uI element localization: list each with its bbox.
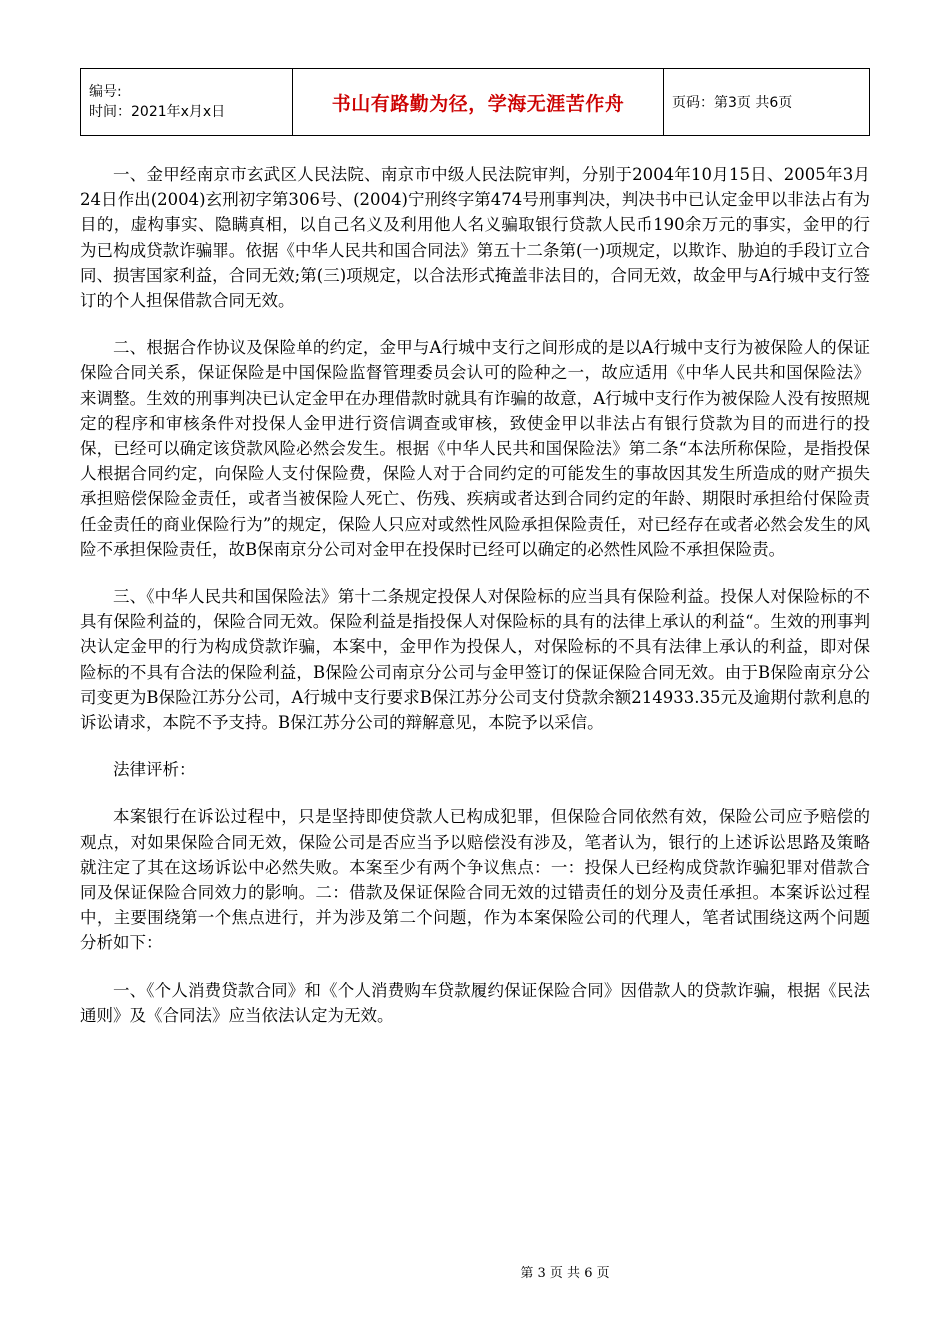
page-footer: 第 3 页 共 6 页 xyxy=(520,1266,610,1281)
paragraph-6: 一、《个人消费贷款合同》和《个人消费购车贷款履约保证保险合同》因借款人的贷款诈骗，根据《民法通则》及《合同法》应当依法认定为无效。 xyxy=(80,980,870,1025)
header-meta-cell xyxy=(81,69,293,136)
paragraph-1: 一、金甲经南京市玄武区人民法院、南京市中级人民法院审判，分别于2004年10月15日、2005年3月24日作出(2004)玄刑初字第306号、(2004)宁刑终字第474号刑事判决，判决书中已认定金甲以非法占有为目的，虚构事实、隐瞒真相，以自己名义及利用他人名义骗取银行贷款人民币190余万元的事实，金甲的行为已构成贷款诈骗罪。依据《中华人民共和国合同法》第五十二条第(一)项规定，以欺诈、胁迫的手段订立合同、损害国家利益，合同无效;第(三)项规定，以合法形式掩盖非法目的，合同无效，故金甲与A行城中支行签订的个人担保借款合同无效。 xyxy=(80,165,870,311)
header-row xyxy=(81,69,870,136)
paragraph-3: 三、《中华人民共和国保险法》第十二条规定投保人对保险标的应当具有保险利益。投保人对保险标的不具有保险利益的，保险合同无效。保险利益是指投保人对保险标的具有的法律上承认的利益“。生效的刑事判决认定金甲的行为构成贷款诈骗，本案中，金甲作为投保人，对保险标的不具有法律上承认的利益，即对保险标的不具有合法的保险利益，B保险公司南京分公司与金甲签订的保证保险合同无效。由于B保险南京分公司变更为B保险江苏分公司，A行城中支行要求B保江苏分公司支付贷款余额214933.35元及逾期付款利息的诉讼请求，本院不予支持。B保江苏分公司的辩解意见，本院予以采信。 xyxy=(80,587,870,733)
header-motto: 书山有路勤为径，学海无涯苦作舟 xyxy=(293,69,664,136)
section-heading-legal-analysis: 法律评析： xyxy=(113,760,196,780)
header-page-number: 页码：第3页 共6页 xyxy=(664,69,870,136)
header-table xyxy=(80,68,870,136)
paragraph-2: 二、根据合作协议及保险单的约定，金甲与A行城中支行之间形成的是以A行城中支行为被保险人的保证保险合同关系，保证保险是中国保险监督管理委员会认可的险种之一，故应适用《中华人民共和国保险法》来调整。生效的刑事判决已认定金甲在办理借款时就具有诈骗的故意，A行城中支行作为被保险人没有按照规定的程序和审核条件对投保人金甲进行资信调查或审核，致使金甲以非法占有银行贷款为目的而进行的投保，已经可以确定该贷款风险必然会发生。根据《中华人民共和国保险法》第二条“本法所称保险，是指投保人根据合同约定，向保险人支付保险费，保险人对于合同约定的可能发生的事故因其发生所造成的财产损失承担赔偿保险金责任，或者当被保险人死亡、伤残、疾病或者达到合同约定的年龄、期限时承担给付保险责任金责任的商业保险行为”的规定，保险人只应对或然性风险承担保险责任，对已经存在或者必然会发生的风险不承担保险责任，故B保南京分公司对金甲在投保时已经可以确定的必然性风险不承担保险责。 xyxy=(80,338,870,559)
paragraph-5: 本案银行在诉讼过程中，只是坚持即使贷款人已构成犯罪，但保险合同依然有效，保险公司应予赔偿的观点，对如果保险合同无效，保险公司是否应当予以赔偿没有涉及，笔者认为，银行的上述诉讼思路及策略就注定了其在这场诉讼中必然失败。本案至少有两个争议焦点：一：投保人已经构成贷款诈骗犯罪对借款合同及保证保险合同效力的影响。二：借款及保证保险合同无效的过错责任的划分及责任承担。本案诉讼过程中，主要围绕第一个焦点进行，并为涉及第二个问题，作为本案保险公司的代理人，笔者试围绕这两个问题分析如下： xyxy=(80,807,870,953)
document-time: 时间：2021年x月x日 xyxy=(89,104,226,120)
document-body xyxy=(80,162,870,1050)
document-number: 编号: xyxy=(89,84,122,100)
